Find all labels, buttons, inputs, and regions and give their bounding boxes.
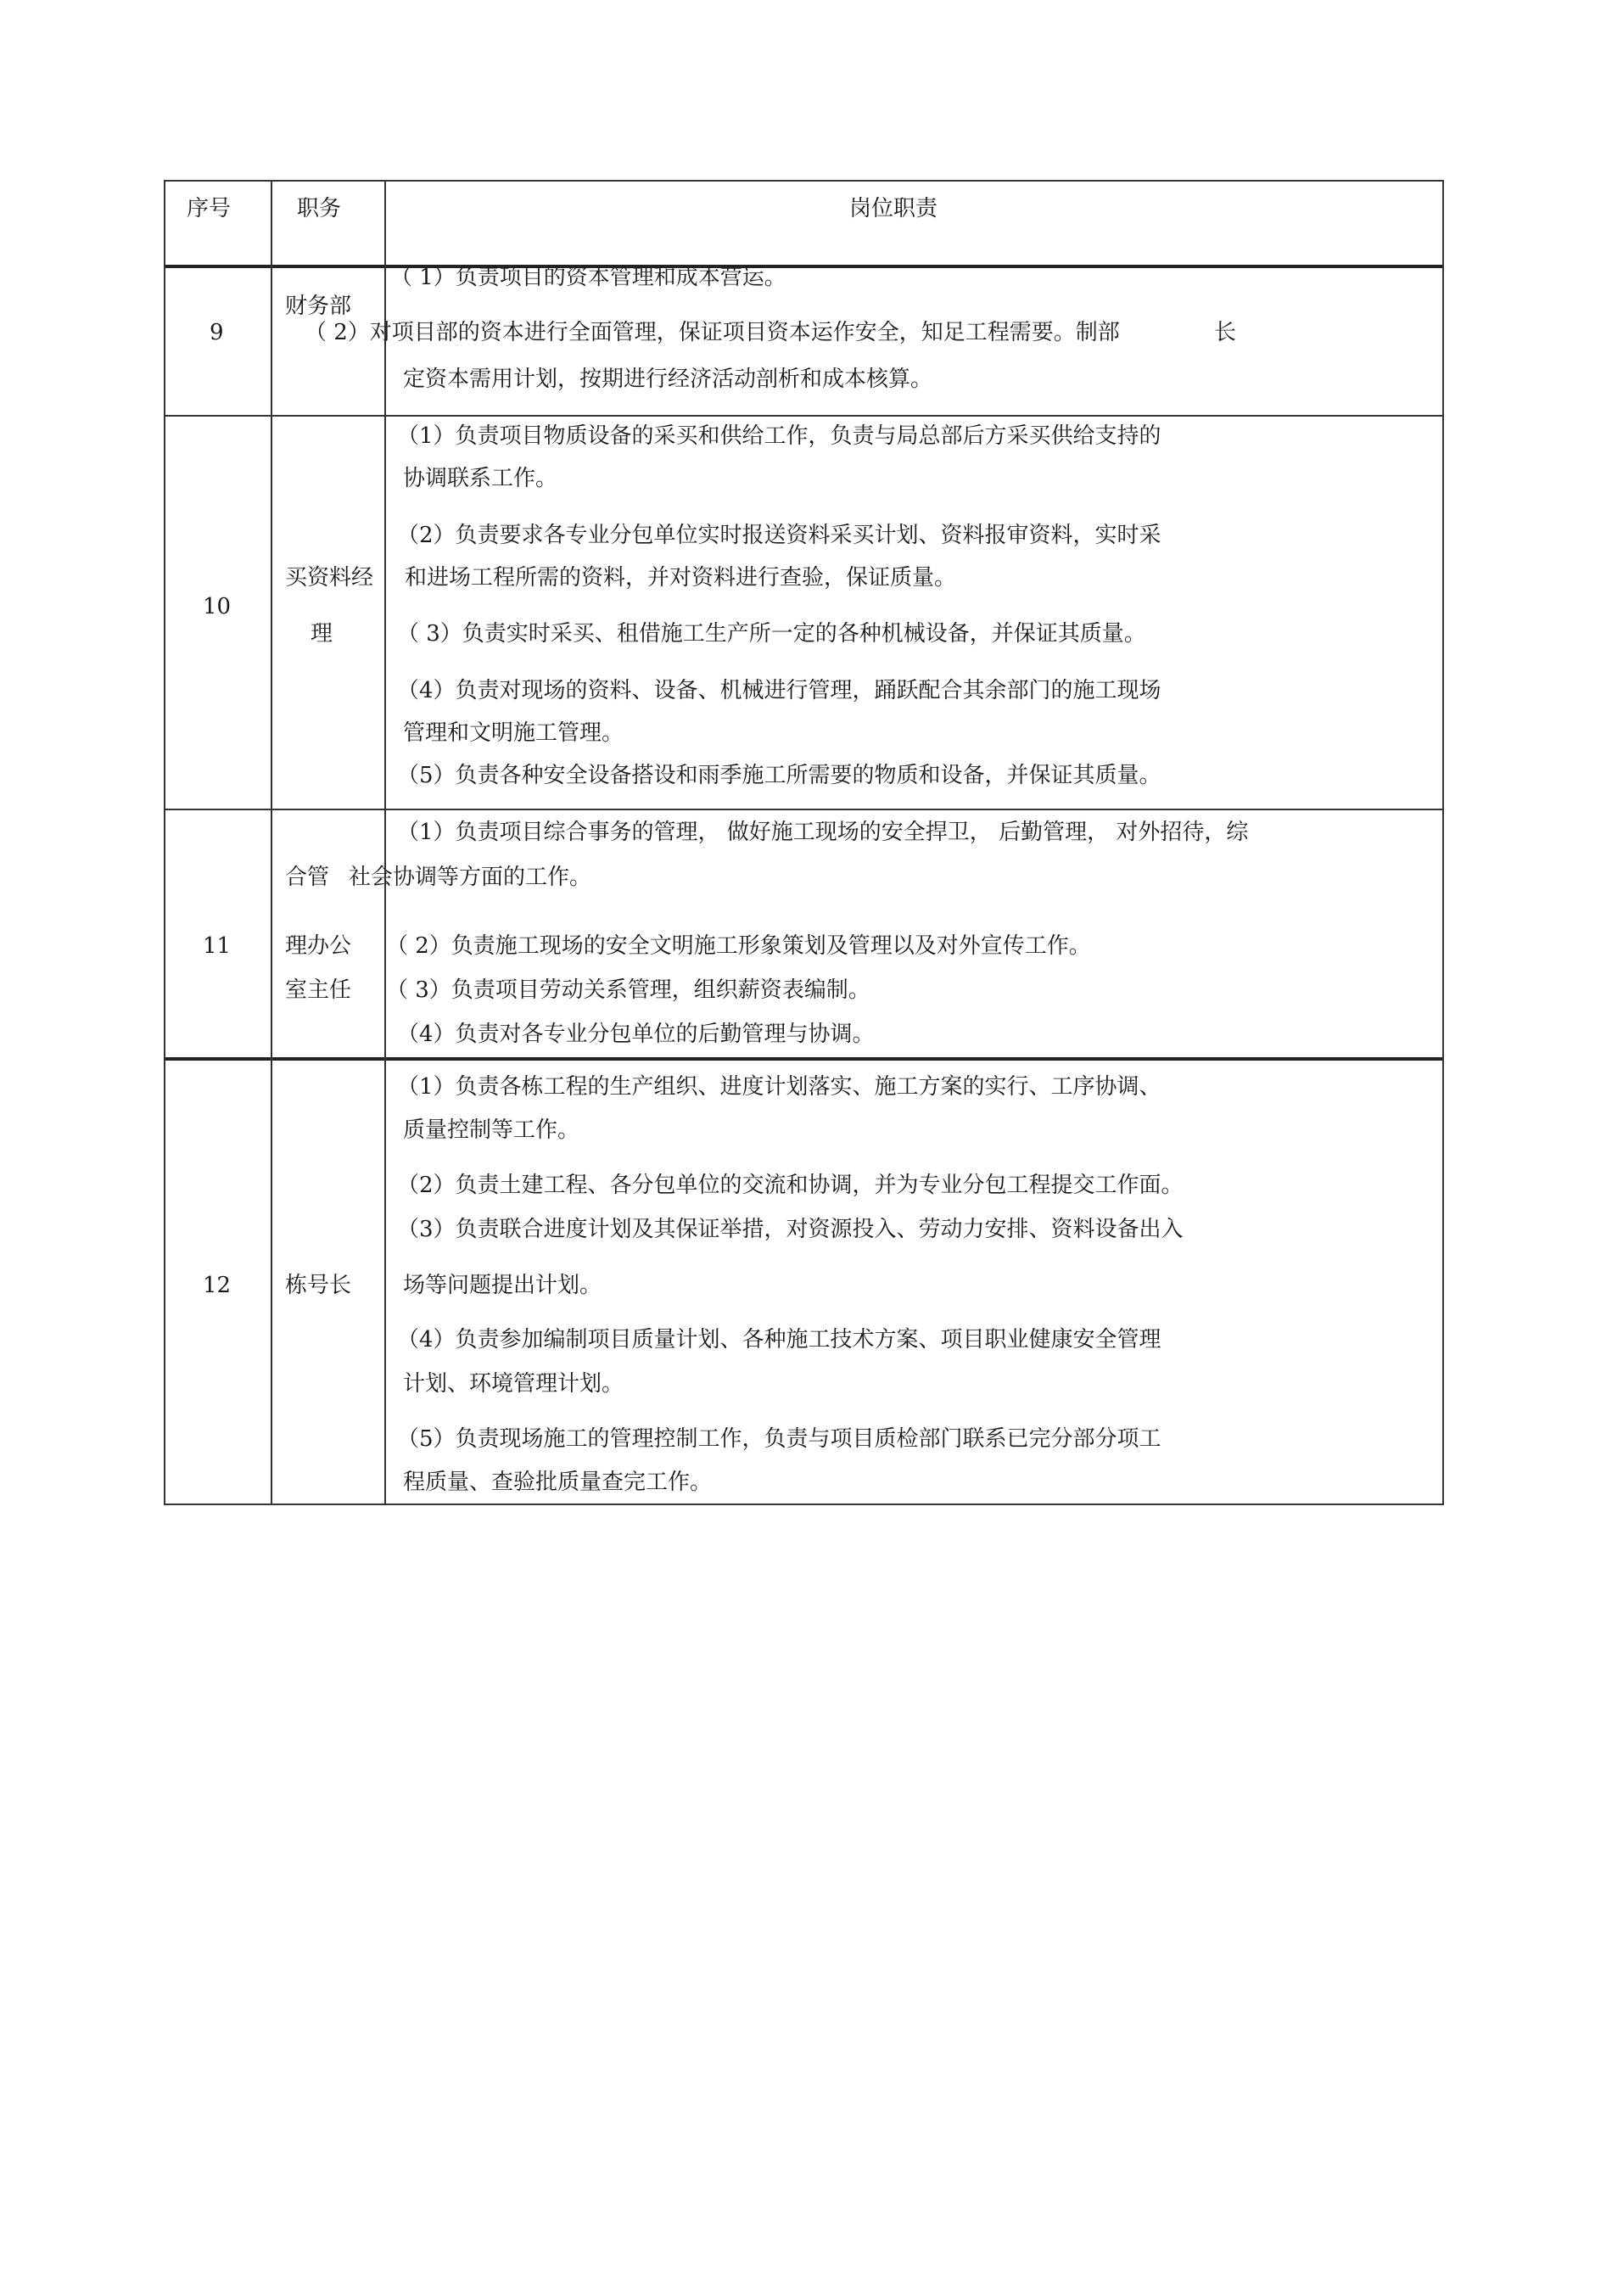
duty-line: （4）负责参加编制项目质量计划、各种施工技术方案、项目职业健康安全管理 [397,1327,1161,1352]
duty-line: （ 2）负责施工现场的安全文明施工形象策划及管理以及对外宣传工作。 [386,933,1091,959]
row-title-line: 理办公 [285,933,352,959]
duty-line: 场等问题提出计划。 [403,1273,602,1298]
duty-line: （2）负责要求各专业分包单位实时报送资料采买计划、资料报审资料，实时采 [397,523,1161,548]
row-title-line: 财务部 [285,294,352,319]
row-seq: 12 [203,1273,232,1298]
row-title-line: 合管 [285,865,330,890]
duty-line: （ 3）负责实时采买、租借施工生产所一定的各种机械设备，并保证其质量。 [397,621,1146,647]
duty-line: （4）负责对现场的资料、设备、机械进行管理，踊跃配合其余部门的施工现场 [397,678,1161,703]
row-title-line: 室主任 [285,977,352,1003]
duty-line: （4）负责对各专业分包单位的后勤管理与协调。 [397,1022,875,1047]
row-divider [165,809,1442,810]
duty-line: 管理和文明施工管理。 [403,720,624,746]
column-divider [271,182,272,1504]
header-divider [165,265,1442,268]
row-divider [165,1057,1442,1061]
duty-line: （3）负责联合进度计划及其保证举措，对资源投入、劳动力安排、资料设备出入 [397,1217,1184,1242]
duty-line: （ 3）负责项目劳动关系管理，组织薪资表编制。 [386,977,870,1003]
duty-line: 程质量、查验批质量查完工作。 [403,1470,713,1495]
duty-line: （ 1）负责项目的资本管理和成本营运。 [390,265,786,290]
row-seq: 11 [203,933,232,959]
row-title-line: 理 [311,621,333,647]
duty-line: （2）负责土建工程、各分包单位的交流和协调，并为专业分包工程提交工作面。 [397,1173,1184,1198]
row-seq: 9 [210,320,224,345]
duty-line: 质量控制等工作。 [403,1117,580,1143]
duty-line: （1）负责各栋工程的生产组织、进度计划落实、施工方案的实行、工序协调、 [397,1074,1161,1100]
duty-line: 计划、环境管理计划。 [403,1371,624,1397]
duty-line: 协调联系工作。 [403,466,558,491]
duty-line: （5）负责各种安全设备搭设和雨季施工所需要的物质和设备，并保证其质量。 [397,763,1161,788]
row-divider [165,415,1442,417]
duty-line: 社会协调等方面的工作。 [349,865,592,890]
duty-line: 定资本需用计划，按期进行经济活动剖析和成本核算。 [403,367,933,392]
duty-line: 和进场工程所需的资料，并对资料进行查验，保证质量。 [405,565,957,591]
row-title-line: 买资料经 [285,565,374,591]
row-title-line: 长 [1214,320,1237,345]
row-seq: 10 [203,594,232,619]
header-seq: 序号 [187,196,232,221]
duty-line: （1）负责项目综合事务的管理， 做好施工现场的安全捍卫， 后勤管理， 对外招待，综 [397,820,1249,845]
column-divider [384,182,386,1504]
header-duties: 岗位职责 [849,196,938,221]
duty-line: （ 2）对项目部的资本进行全面管理，保证项目资本运作安全，知足工程需要。制部 [305,320,1120,345]
row-title-line: 栋号长 [285,1273,352,1298]
duty-line: （5）负责现场施工的管理控制工作，负责与项目质检部门联系已完分部分项工 [397,1426,1161,1452]
duty-line: （1）负责项目物质设备的采买和供给工作，负责与局总部后方采买供给支持的 [397,423,1161,449]
duties-table [164,180,1444,1505]
header-position: 职务 [297,196,342,221]
